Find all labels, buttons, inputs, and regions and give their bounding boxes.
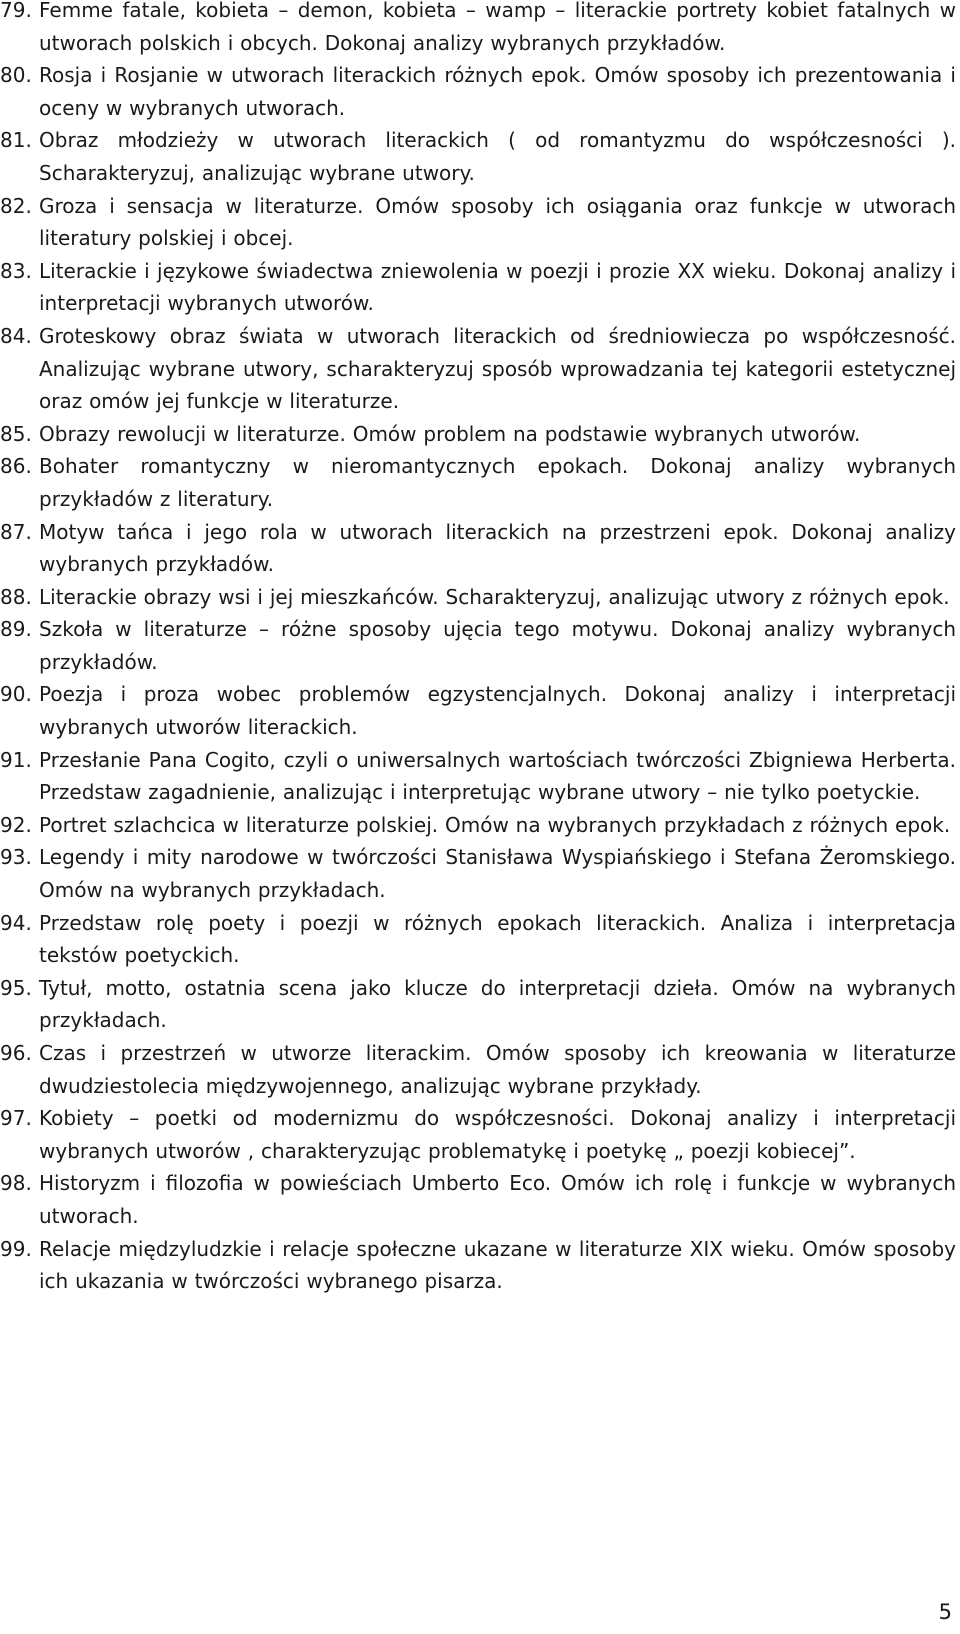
- topic-text: Portret szlachcica w literaturze polskiej. Omów na wybranych przykładach z różnych epok.: [39, 812, 951, 837]
- topic-number: 88.: [0, 584, 32, 609]
- topic-number: 98.: [0, 1171, 32, 1196]
- topic-number: 83.: [0, 258, 32, 283]
- topic-number: 94.: [0, 910, 32, 935]
- list-item: [0, 190, 956, 255]
- topic-text: Tytuł, motto, ostatnia scena jako klucze do interpretacji dzieła. Omów na wybranych przykładach.: [39, 975, 956, 1033]
- topic-number: 79.: [0, 0, 32, 22]
- list-item: [0, 907, 956, 972]
- topic-text: Kobiety – poetki od modernizmu do współczesności. Dokonaj analizy i interpretacji wybranych utworów , charakteryzując problematykę i poetykę „ poezji kobiecej”.: [39, 1106, 956, 1163]
- topic-number: 91.: [0, 747, 32, 772]
- topic-text: Groza i sensacja w literaturze. Omów sposoby ich osiągania oraz funkcje w utworach literatury polskiej i obcej.: [39, 193, 956, 251]
- list-item: [0, 1037, 956, 1102]
- topic-number: 93.: [0, 845, 32, 870]
- topic-text: Czas i przestrzeń w utworze literackim. Omów sposoby ich kreowania w literaturze dwudziestolecia międzywojennego, analizując wybrane przykłady.: [39, 1041, 956, 1098]
- list-item: [0, 516, 956, 581]
- list-item: [0, 0, 956, 59]
- page-number: 5: [938, 1600, 952, 1624]
- list-item: [0, 744, 956, 809]
- list-item: [0, 841, 956, 906]
- topic-number: 85.: [0, 421, 32, 446]
- list-item: [0, 613, 956, 678]
- list-item: [0, 1233, 956, 1298]
- topic-text: Bohater romantyczny w nieromantycznych epokach. Dokonaj analizy wybranych przykładów z literatury.: [39, 454, 956, 511]
- topic-text: Poezja i proza wobec problemów egzystencjalnych. Dokonaj analizy i interpretacji wybranych utworów literackich.: [39, 682, 956, 740]
- topic-number: 80.: [0, 63, 32, 88]
- list-item: [0, 972, 956, 1037]
- topic-text: Relacje międzyludzkie i relacje społeczne ukazane w literaturze XIX wieku. Omów sposoby ich ukazania w twórczości wybranego pisarza.: [39, 1236, 956, 1294]
- topic-text: Obrazy rewolucji w literaturze. Omów problem na podstawie wybranych utworów.: [39, 421, 861, 446]
- topic-text: Legendy i mity narodowe w twórczości Stanisława Wyspiańskiego i Stefana Żeromskiego. Omów na wybranych przykładach.: [39, 845, 956, 903]
- topic-number: 97.: [0, 1106, 32, 1131]
- topic-number: 96.: [0, 1041, 32, 1065]
- topic-text: Przesłanie Pana Cogito, czyli o uniwersalnych wartościach twórczości Zbigniewa Herberta. Przedstaw zagadnienie, analizując i interpretując wybrane utwory – nie tylko poetyckie.: [39, 747, 956, 805]
- topic-text: Przedstaw rolę poety i poezji w różnych epokach literackich. Analiza i interpretacja tekstów poetyckich.: [39, 910, 956, 968]
- topic-text: Szkoła w literaturze – różne sposoby ujęcia tego motywu. Dokonaj analizy wybranych przykładów.: [39, 617, 956, 674]
- topic-number: 90.: [0, 682, 32, 707]
- list-item: [0, 678, 956, 743]
- topic-number: 81.: [0, 128, 32, 153]
- topic-text: Obraz młodzieży w utworach literackich ( od romantyzmu do współczesności ). Scharakteryzuj, analizując wybrane utwory.: [39, 128, 956, 185]
- topic-number: 82.: [0, 193, 32, 218]
- topic-text: Motyw tańca i jego rola w utworach literackich na przestrzeni epok. Dokonaj analizy wybranych przykładów.: [39, 519, 956, 577]
- list-item: [0, 124, 956, 189]
- list-item: [0, 255, 956, 320]
- topic-number: 89.: [0, 617, 32, 642]
- list-item: [0, 59, 956, 124]
- list-item: [0, 1102, 956, 1167]
- topic-text: Historyzm i filozofia w powieściach Umberto Eco. Omów ich rolę i funkcje w wybranych utworach.: [39, 1171, 956, 1228]
- topic-text: Literackie i językowe świadectwa zniewolenia w poezji i prozie XX wieku. Dokonaj analizy i interpretacji wybranych utworów.: [39, 258, 956, 316]
- topic-text: Groteskowy obraz świata w utworach literackich od średniowiecza po współczesność. Analizując wybrane utwory, scharakteryzuj sposób wprowadzania tej kategorii estetycznej oraz omów jej funkcje w literaturze.: [39, 323, 956, 414]
- topic-number: 95.: [0, 975, 32, 1000]
- topic-number: 87.: [0, 519, 32, 544]
- topic-number: 99.: [0, 1236, 32, 1261]
- list-item: [0, 450, 956, 515]
- topic-number: 84.: [0, 323, 32, 348]
- list-item: [0, 1167, 956, 1232]
- list-item: [0, 418, 956, 451]
- list-item: [0, 809, 956, 842]
- topic-text: Femme fatale, kobieta – demon, kobieta – wamp – literackie portrety kobiet fatalnych w utworach polskich i obcych. Dokonaj analizy wybranych przykładów.: [39, 0, 956, 55]
- topic-text: Rosja i Rosjanie w utworach literackich różnych epok. Omów sposoby ich prezentowania i oceny w wybranych utworach.: [39, 63, 956, 120]
- topic-number: 92.: [0, 812, 32, 837]
- topic-number: 86.: [0, 454, 32, 479]
- list-item: [0, 320, 956, 418]
- list-item: [0, 581, 956, 614]
- topic-text: Literackie obrazy wsi i jej mieszkańców. Scharakteryzuj, analizując utwory z różnych epok.: [39, 584, 950, 609]
